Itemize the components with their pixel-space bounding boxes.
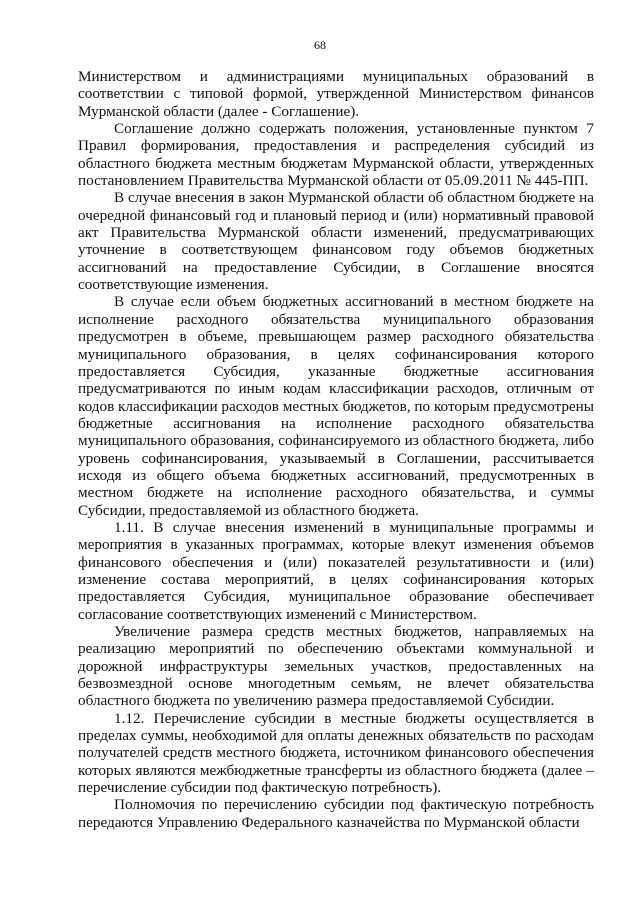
page-number: 68 bbox=[314, 38, 326, 52]
paragraph: Соглашение должно содержать положения, установленные пунктом 7 Правил формирования, предоставления и распределения субсидий из областного бюджета местным бюджетам Мурманской области, утвержденных постановлением Правительства Мурманской области от 05.09.2011 № 445-ПП. bbox=[78, 120, 594, 190]
document-body bbox=[78, 68, 594, 831]
paragraph: Министерством и администрациями муниципальных образований в соответствии с типовой формой, утвержденной Министерством финансов Мурманской области (далее - Соглашение). bbox=[78, 68, 594, 120]
paragraph: Увеличение размера средств местных бюджетов, направляемых на реализацию мероприятий по обеспечению объектами коммунальной и дорожной инфраструктуры земельных участков, предоставленных на безвозмездной основе многодетным семьям, не влечет обязательства областного бюджета по увеличению размера предоставляемой Субсидии. bbox=[78, 623, 594, 710]
paragraph: Полномочия по перечислению субсидии под фактическую потребность передаются Управлению Федерального казначейства по Мурманской области bbox=[78, 796, 594, 831]
paragraph: В случае внесения в закон Мурманской области об областном бюджете на очередной финансовый год и плановый период и (или) нормативный правовой акт Правительства Мурманской области изменений, предусматривающих уточнение в соответствующем финансовом году объемов бюджетных ассигнований на предоставление Субсидии, в Соглашение вносятся соответствующие изменения. bbox=[78, 189, 594, 294]
paragraph: 1.11. В случае внесения изменений в муниципальные программы и мероприятия в указанных программах, которые влекут изменения объемов финансового обеспечения и (или) показателей результативности и (или) изменение состава мероприятий, в целях софинансирования которых предоставляется Субсидия, муниципальное образование обеспечивает согласование соответствующих изменений с Министерством. bbox=[78, 518, 594, 623]
paragraph: В случае если объем бюджетных ассигнований в местном бюджете на исполнение расходного обязательства муниципального образования предусмотрен в объеме, превышающем размер расходного обязательства муниципального образования, в целях софинансирования которого предоставляется Субсидия, указанные бюджетные ассигнования предусматриваются по иным кодам классификации расходов, отличным от кодов классификации расходов местных бюджетов, по которым предусмотрены бюджетные ассигнования на исполнение расходного обязательства муниципального образования, софинансируемого из областного бюджета, либо уровень софинансирования, указываемый в Соглашении, рассчитывается исходя из общего объема бюджетных ассигнований, предусмотренных в местном бюджете на исполнение расходного обязательства, и суммы Субсидии, предоставляемой из областного бюджета. bbox=[78, 293, 594, 519]
paragraph: 1.12. Перечисление субсидии в местные бюджеты осуществляется в пределах суммы, необходимой для оплаты денежных обязательств по расходам получателей средств местного бюджета, источником финансового обеспечения которых являются межбюджетные трансферты из областного бюджета (далее – перечисление субсидии под фактическую потребность). bbox=[78, 709, 594, 797]
